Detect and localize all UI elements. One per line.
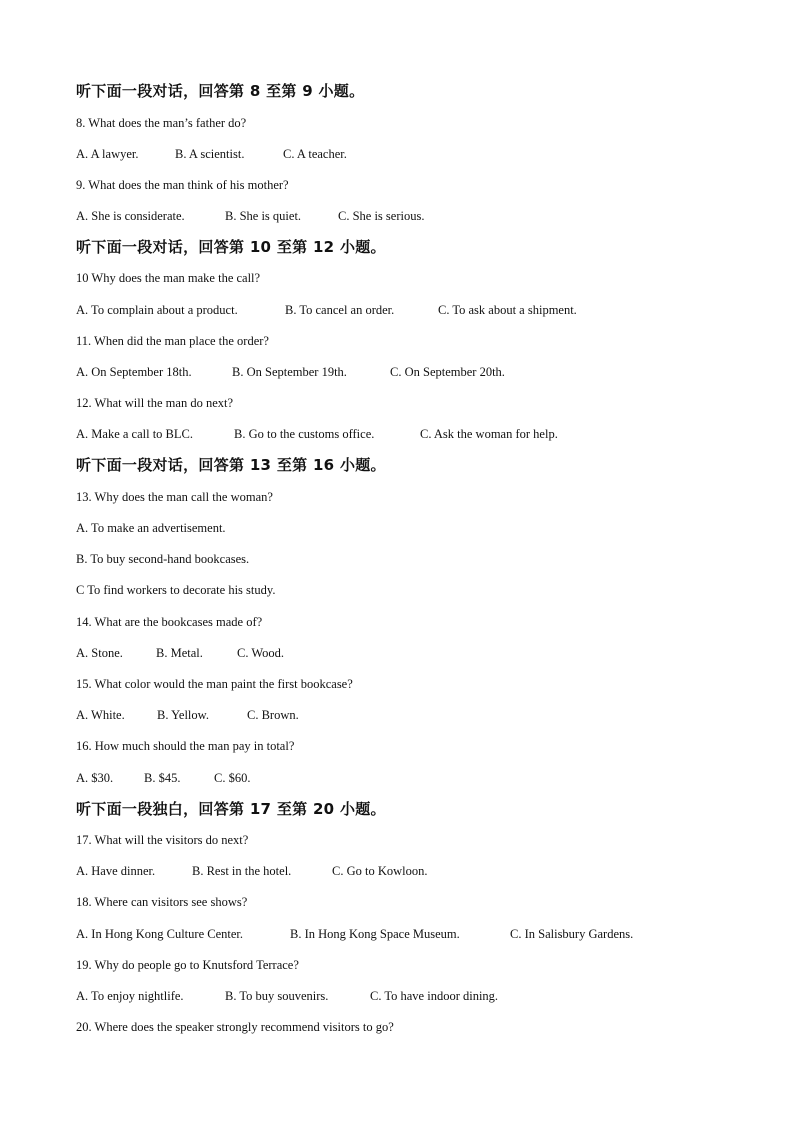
option-a: A. $30. bbox=[76, 771, 114, 785]
option-c: C. She is serious. bbox=[338, 209, 425, 223]
option-row bbox=[76, 925, 633, 943]
question-text: 8. What does the man’s father do? bbox=[76, 116, 247, 130]
option-row bbox=[76, 706, 299, 724]
option-a: A. Have dinner. bbox=[76, 864, 156, 878]
option-row bbox=[76, 862, 428, 880]
option-a: A. Stone. bbox=[76, 646, 123, 660]
question-text: 19. Why do people go to Knutsford Terrace? bbox=[76, 958, 299, 972]
question-text: 13. Why does the man call the woman? bbox=[76, 490, 273, 504]
section-heading: 听下面一段对话，回答第 10 至第 12 小题。 bbox=[76, 238, 386, 256]
section-heading: 听下面一段对话，回答第 13 至第 16 小题。 bbox=[76, 456, 386, 474]
question-text: 9. What does the man think of his mother? bbox=[76, 178, 289, 192]
question-text: 10 Why does the man make the call? bbox=[76, 271, 261, 285]
option-row bbox=[76, 301, 577, 319]
option-a: A. To complain about a product. bbox=[76, 303, 238, 317]
option-b: B. $45. bbox=[144, 771, 181, 785]
option-b: B. A scientist. bbox=[175, 147, 245, 161]
option-a: A. White. bbox=[76, 708, 125, 722]
option-b: B. To buy souvenirs. bbox=[225, 989, 329, 1003]
option-c: C. On September 20th. bbox=[390, 365, 505, 379]
option-b: B. She is quiet. bbox=[225, 209, 302, 223]
option-c: C. Ask the woman for help. bbox=[420, 427, 558, 441]
option-b: B. In Hong Kong Space Museum. bbox=[290, 927, 460, 941]
option-a: A. To make an advertisement. bbox=[76, 521, 226, 535]
option-a: A. To enjoy nightlife. bbox=[76, 989, 184, 1003]
question-text: 11. When did the man place the order? bbox=[76, 334, 269, 348]
question-text: 17. What will the visitors do next? bbox=[76, 833, 249, 847]
option-b: B. Yellow. bbox=[157, 708, 209, 722]
option-row bbox=[76, 987, 498, 1005]
section-heading: 听下面一段独白，回答第 17 至第 20 小题。 bbox=[76, 800, 386, 818]
option-b: B. Metal. bbox=[156, 646, 203, 660]
question-text: 15. What color would the man paint the first bookcase? bbox=[76, 677, 353, 691]
option-row bbox=[76, 769, 250, 787]
question-text: 14. What are the bookcases made of? bbox=[76, 615, 263, 629]
option-a: A. In Hong Kong Culture Center. bbox=[76, 927, 243, 941]
option-a: A. On September 18th. bbox=[76, 365, 192, 379]
option-c: C. In Salisbury Gardens. bbox=[510, 927, 634, 941]
option-row bbox=[76, 363, 505, 381]
option-c: C. $60. bbox=[214, 771, 251, 785]
option-c: C. A teacher. bbox=[283, 147, 347, 161]
question-text: 12. What will the man do next? bbox=[76, 396, 234, 410]
option-b: B. Rest in the hotel. bbox=[192, 864, 292, 878]
section-heading: 听下面一段对话，回答第 8 至第 9 小题。 bbox=[76, 82, 365, 100]
question-text: 20. Where does the speaker strongly recommend visitors to go? bbox=[76, 1020, 394, 1034]
option-c: C. To ask about a shipment. bbox=[438, 303, 577, 317]
option-b: B. Go to the customs office. bbox=[234, 427, 375, 441]
question-text: 16. How much should the man pay in total? bbox=[76, 739, 295, 753]
option-b: B. To buy second-hand bookcases. bbox=[76, 552, 250, 566]
option-c: C. To have indoor dining. bbox=[370, 989, 499, 1003]
option-c: C. Brown. bbox=[247, 708, 299, 722]
option-row bbox=[76, 145, 347, 163]
option-b: B. To cancel an order. bbox=[285, 303, 395, 317]
option-c: C. Go to Kowloon. bbox=[332, 864, 428, 878]
question-text: 18. Where can visitors see shows? bbox=[76, 895, 248, 909]
option-c: C. Wood. bbox=[237, 646, 285, 660]
option-a: A. She is considerate. bbox=[76, 209, 185, 223]
option-row bbox=[76, 207, 424, 225]
option-row bbox=[76, 644, 284, 662]
option-c: C To find workers to decorate his study. bbox=[76, 583, 276, 597]
option-a: A. A lawyer. bbox=[76, 147, 139, 161]
option-row bbox=[76, 425, 558, 443]
option-b: B. On September 19th. bbox=[232, 365, 347, 379]
option-a: A. Make a call to BLC. bbox=[76, 427, 193, 441]
